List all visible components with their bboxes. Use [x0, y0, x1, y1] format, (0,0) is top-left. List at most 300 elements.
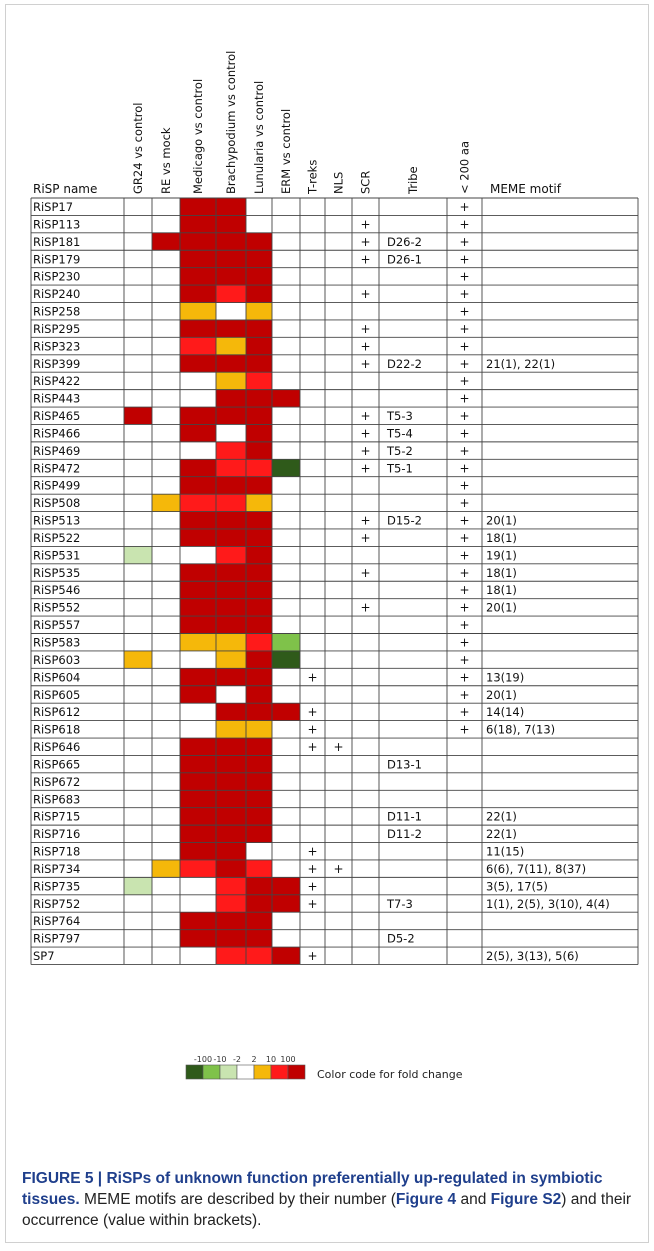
row-name: RiSP295: [33, 321, 81, 336]
cell-scr: +: [360, 356, 371, 371]
cell-meme: 20(1): [486, 513, 517, 528]
cell-meme: 20(1): [486, 687, 517, 702]
row-name: RiSP683: [33, 792, 81, 807]
cell-aa: +: [459, 391, 470, 406]
heat-cell: [216, 668, 246, 685]
legend-tick: 2: [251, 1055, 257, 1064]
row-name: RiSP499: [33, 478, 81, 493]
legend-swatch: [288, 1065, 305, 1079]
cell-aa: +: [459, 321, 470, 336]
heat-cell: [216, 634, 246, 651]
heat-cell: [216, 721, 246, 738]
caption-text-1: MEME motifs are described by their number (: [79, 1191, 396, 1208]
heat-cell: [216, 912, 246, 929]
heat-cell: [272, 703, 300, 720]
row-name: RiSP17: [33, 200, 74, 214]
cell-tribe: D13-1: [387, 757, 422, 772]
heat-cell: [246, 285, 272, 302]
heat-cell: [152, 860, 180, 877]
heat-cell: [180, 233, 216, 250]
heat-cell: [180, 459, 216, 476]
legend-swatch: [271, 1065, 288, 1079]
cell-meme: 11(15): [486, 844, 525, 859]
cell-aa: +: [459, 600, 470, 615]
heat-cell: [246, 634, 272, 651]
heat-cell: [180, 407, 216, 424]
cell-aa: +: [459, 687, 470, 702]
legend-tick: -10: [213, 1055, 227, 1064]
heat-cell: [216, 512, 246, 529]
cell-treks: +: [307, 670, 318, 685]
heat-cell: [152, 233, 180, 250]
heat-cell: [216, 703, 246, 720]
heat-cell: [216, 285, 246, 302]
heat-cell: [246, 721, 272, 738]
heat-cell: [246, 581, 272, 598]
legend-swatch: [203, 1065, 220, 1079]
cell-tribe: D22-2: [387, 356, 422, 371]
caption-label: FIGURE 5 |: [22, 1170, 107, 1187]
heat-cell: [246, 250, 272, 267]
heat-cell: [180, 616, 216, 633]
heat-cell: [246, 703, 272, 720]
heat-cell: [216, 895, 246, 912]
heat-cell: [180, 215, 216, 232]
heat-cell: [246, 755, 272, 772]
cell-treks: +: [307, 740, 318, 755]
row-name: RiSP443: [33, 391, 81, 406]
heat-cell: [246, 268, 272, 285]
cell-scr: +: [360, 252, 371, 267]
column-header-5: ERM vs control: [279, 108, 293, 194]
cell-aa: +: [459, 513, 470, 528]
heat-cell: [216, 355, 246, 372]
legend-swatch: [220, 1065, 237, 1079]
heat-cell: [246, 825, 272, 842]
heat-cell: [180, 355, 216, 372]
column-header-10: < 200 aa: [457, 141, 472, 194]
cell-meme: 2(5), 3(13), 5(6): [486, 949, 579, 964]
heat-cell: [216, 738, 246, 755]
row-name: RiSP535: [33, 565, 81, 580]
legend-tick: -100: [193, 1055, 213, 1064]
heat-cell: [180, 634, 216, 651]
row-name: RiSP665: [33, 757, 81, 772]
cell-meme: 22(1): [486, 827, 517, 842]
heat-cell: [216, 442, 246, 459]
cell-meme: 3(5), 17(5): [486, 879, 548, 894]
heat-cell: [246, 337, 272, 354]
cell-meme: 6(6), 7(11), 8(37): [486, 861, 587, 876]
heat-cell: [246, 773, 272, 790]
cell-scr: +: [360, 530, 371, 545]
heat-cell: [180, 790, 216, 807]
heat-cell: [216, 947, 246, 964]
cell-treks: +: [307, 722, 318, 737]
legend-swatch: [237, 1065, 254, 1079]
heat-cell: [216, 599, 246, 616]
column-header-7: NLS: [331, 171, 346, 194]
cell-scr: +: [360, 565, 371, 580]
heat-cell: [216, 407, 246, 424]
row-header: RiSP name: [33, 182, 98, 196]
column-header-1: RE vs mock: [159, 127, 173, 194]
cell-aa: +: [459, 339, 470, 354]
row-name: RiSP399: [33, 356, 81, 371]
heat-cell: [246, 947, 272, 964]
heat-cell: [216, 877, 246, 894]
cell-tribe: T5-3: [387, 409, 413, 424]
cell-treks: +: [307, 896, 318, 911]
heat-cell: [246, 790, 272, 807]
caption-text-2: and: [456, 1191, 491, 1208]
heat-cell: [216, 494, 246, 511]
heat-cell: [180, 581, 216, 598]
heat-cell: [216, 337, 246, 354]
cell-aa: +: [459, 217, 470, 232]
cell-scr: +: [360, 513, 371, 528]
cell-meme: 18(1): [486, 565, 517, 580]
row-name: RiSP469: [33, 443, 81, 458]
heat-cell: [272, 459, 300, 476]
cell-aa: +: [459, 443, 470, 458]
heat-cell: [180, 930, 216, 947]
heat-cell: [246, 564, 272, 581]
heat-cell: [272, 895, 300, 912]
heat-cell: [246, 233, 272, 250]
cell-treks: +: [307, 861, 318, 876]
heat-cell: [180, 268, 216, 285]
heat-cell: [216, 268, 246, 285]
cell-meme: 6(18), 7(13): [486, 722, 556, 737]
heatmap-table: [6, 5, 650, 1155]
row-name: RiSP718: [33, 844, 81, 859]
cell-aa: +: [459, 652, 470, 667]
cell-tribe: T7-3: [387, 896, 413, 911]
heat-cell: [246, 877, 272, 894]
heat-cell: [216, 790, 246, 807]
heat-cell: [180, 564, 216, 581]
row-name: RiSP323: [33, 339, 81, 354]
column-header-9: Tribe: [406, 166, 420, 194]
heat-cell: [246, 512, 272, 529]
heat-cell: [180, 320, 216, 337]
heat-cell: [246, 930, 272, 947]
heat-cell: [246, 442, 272, 459]
heat-cell: [216, 825, 246, 842]
cell-aa: +: [459, 496, 470, 511]
cell-meme: 18(1): [486, 530, 517, 545]
legend-swatch: [186, 1065, 203, 1079]
cell-aa: +: [459, 374, 470, 389]
row-name: RiSP240: [33, 287, 81, 302]
row-name: RiSP797: [33, 931, 81, 946]
cell-tribe: D26-1: [387, 252, 422, 267]
heat-cell: [180, 529, 216, 546]
heat-cell: [216, 459, 246, 476]
heat-cell: [216, 215, 246, 232]
column-header-0: GR24 vs control: [131, 102, 145, 194]
row-name: RiSP646: [33, 740, 81, 755]
row-name: RiSP715: [33, 809, 81, 824]
legend-tick: 100: [280, 1055, 296, 1064]
cell-tribe: D15-2: [387, 513, 422, 528]
cell-nls: +: [333, 740, 344, 755]
heat-cell: [246, 355, 272, 372]
cell-treks: +: [307, 844, 318, 859]
cell-aa: +: [459, 670, 470, 685]
column-header-6: T-reks: [305, 159, 320, 194]
row-name: RiSP716: [33, 827, 81, 842]
legend-tick: 10: [265, 1055, 277, 1064]
heat-cell: [216, 529, 246, 546]
heat-cell: [272, 947, 300, 964]
legend-label: Color code for fold change: [317, 1068, 463, 1081]
legend-tick: -2: [233, 1055, 241, 1064]
cell-meme: 21(1), 22(1): [486, 356, 556, 371]
row-name: RiSP557: [33, 618, 81, 633]
column-header-meme: MEME motif: [490, 182, 561, 196]
cell-scr: +: [360, 443, 371, 458]
heat-cell: [180, 477, 216, 494]
cell-meme: 13(19): [486, 670, 525, 685]
heat-cell: [180, 198, 216, 215]
column-header-2: Medicago vs control: [191, 78, 205, 194]
cell-tribe: D11-1: [387, 809, 422, 824]
heat-cell: [180, 303, 216, 320]
heat-cell: [246, 390, 272, 407]
row-name: RiSP603: [33, 652, 81, 667]
cell-aa: +: [459, 461, 470, 476]
heat-cell: [180, 738, 216, 755]
row-name: RiSP618: [33, 722, 81, 737]
cell-treks: +: [307, 705, 318, 720]
row-name: RiSP552: [33, 600, 81, 615]
row-name: RiSP583: [33, 635, 81, 650]
caption-title: RiSPs of unknown function preferentially up-regulated in symbiotic tissues.: [22, 1170, 603, 1208]
heat-cell: [124, 651, 152, 668]
cell-meme: 18(1): [486, 583, 517, 598]
legend-swatch: [254, 1065, 271, 1079]
cell-scr: +: [360, 321, 371, 336]
heat-cell: [180, 285, 216, 302]
heat-cell: [246, 616, 272, 633]
cell-aa: +: [459, 269, 470, 284]
heat-cell: [180, 825, 216, 842]
heat-cell: [246, 529, 272, 546]
heat-cell: [216, 651, 246, 668]
cell-scr: +: [360, 409, 371, 424]
heat-cell: [180, 773, 216, 790]
heat-cell: [216, 564, 246, 581]
heat-cell: [216, 843, 246, 860]
heat-cell: [216, 372, 246, 389]
heat-cell: [216, 773, 246, 790]
heat-cell: [180, 843, 216, 860]
heat-cell: [246, 686, 272, 703]
heat-cell: [246, 808, 272, 825]
heat-cell: [216, 198, 246, 215]
heat-cell: [272, 651, 300, 668]
heat-cell: [124, 546, 152, 563]
row-name: RiSP472: [33, 461, 81, 476]
heat-cell: [216, 477, 246, 494]
cell-aa: +: [459, 409, 470, 424]
cell-aa: +: [459, 252, 470, 267]
heat-cell: [246, 668, 272, 685]
heat-cell: [180, 755, 216, 772]
heat-cell: [216, 755, 246, 772]
heat-cell: [216, 233, 246, 250]
cell-aa: +: [459, 635, 470, 650]
heat-cell: [246, 895, 272, 912]
row-name: RiSP508: [33, 496, 81, 511]
heat-cell: [124, 877, 152, 894]
row-name: RiSP513: [33, 513, 81, 528]
heat-cell: [272, 634, 300, 651]
cell-aa: +: [459, 304, 470, 319]
heat-cell: [180, 337, 216, 354]
figure-frame: [5, 4, 649, 1243]
heat-cell: [246, 372, 272, 389]
figure-caption: [22, 1168, 642, 1231]
row-name: RiSP612: [33, 705, 81, 720]
heat-cell: [246, 860, 272, 877]
heat-cell: [246, 599, 272, 616]
cell-aa: +: [459, 530, 470, 545]
cell-scr: +: [360, 600, 371, 615]
row-name: RiSP734: [33, 861, 81, 876]
column-header-8: SCR: [358, 170, 373, 194]
heat-cell: [180, 512, 216, 529]
heat-cell: [246, 424, 272, 441]
cell-nls: +: [333, 861, 344, 876]
cell-scr: +: [360, 217, 371, 232]
row-name: RiSP422: [33, 374, 81, 389]
cell-scr: +: [360, 287, 371, 302]
column-header-3: Brachypodium vs control: [224, 50, 238, 194]
row-name: RiSP604: [33, 670, 81, 685]
heat-cell: [216, 930, 246, 947]
cell-tribe: D5-2: [387, 931, 415, 946]
cell-aa: +: [459, 722, 470, 737]
caption-ref-figure4[interactable]: Figure 4: [395, 1191, 457, 1208]
heat-cell: [216, 390, 246, 407]
cell-scr: +: [360, 461, 371, 476]
row-name: RiSP230: [33, 269, 81, 284]
heat-cell: [246, 738, 272, 755]
cell-tribe: D11-2: [387, 827, 422, 842]
cell-scr: +: [360, 426, 371, 441]
heat-cell: [246, 546, 272, 563]
cell-aa: +: [459, 565, 470, 580]
heat-cell: [246, 407, 272, 424]
cell-aa: +: [459, 356, 470, 371]
heat-cell: [216, 808, 246, 825]
heat-cell: [272, 390, 300, 407]
cell-aa: +: [459, 234, 470, 249]
cell-aa: +: [459, 478, 470, 493]
heat-cell: [180, 686, 216, 703]
column-header-4: Lunularia vs control: [252, 80, 266, 194]
caption-text-3: ) and their occurrence (value within brackets).: [22, 1191, 632, 1229]
heat-cell: [246, 303, 272, 320]
row-name: RiSP465: [33, 409, 81, 424]
cell-aa: +: [459, 618, 470, 633]
cell-tribe: T5-2: [387, 443, 413, 458]
row-name: RiSP605: [33, 687, 81, 702]
row-name: RiSP752: [33, 896, 81, 911]
cell-meme: 22(1): [486, 809, 517, 824]
row-name: RiSP466: [33, 426, 81, 441]
cell-aa: +: [459, 287, 470, 302]
row-name: RiSP735: [33, 879, 81, 894]
heat-cell: [216, 860, 246, 877]
heat-cell: [216, 616, 246, 633]
row-name: RiSP179: [33, 252, 81, 267]
heat-cell: [246, 651, 272, 668]
row-name: SP7: [33, 949, 55, 964]
cell-meme: 14(14): [486, 705, 525, 720]
cell-aa: +: [459, 426, 470, 441]
heat-cell: [246, 494, 272, 511]
row-name: RiSP546: [33, 583, 81, 598]
heat-cell: [180, 808, 216, 825]
cell-tribe: T5-4: [387, 426, 413, 441]
heat-cell: [180, 860, 216, 877]
cell-tribe: D26-2: [387, 234, 422, 249]
cell-aa: +: [459, 705, 470, 720]
heat-cell: [152, 494, 180, 511]
heat-cell: [180, 599, 216, 616]
row-name: RiSP764: [33, 914, 81, 929]
caption-ref-figureS2[interactable]: Figure S2: [490, 1191, 562, 1208]
cell-scr: +: [360, 339, 371, 354]
heat-cell: [246, 459, 272, 476]
cell-meme: 1(1), 2(5), 3(10), 4(4): [486, 896, 610, 911]
row-name: RiSP181: [33, 234, 81, 249]
heat-cell: [216, 320, 246, 337]
heat-cell: [180, 494, 216, 511]
heat-cell: [216, 581, 246, 598]
heat-cell: [180, 668, 216, 685]
heat-cell: [272, 877, 300, 894]
cell-meme: 19(1): [486, 548, 517, 563]
heat-cell: [216, 546, 246, 563]
cell-meme: 20(1): [486, 600, 517, 615]
cell-tribe: T5-1: [387, 461, 413, 476]
heat-cell: [124, 407, 152, 424]
cell-treks: +: [307, 879, 318, 894]
heat-cell: [180, 250, 216, 267]
row-name: RiSP531: [33, 548, 81, 563]
heat-cell: [180, 424, 216, 441]
row-name: RiSP672: [33, 774, 81, 789]
cell-scr: +: [360, 234, 371, 249]
row-name: RiSP113: [33, 217, 81, 232]
row-name: RiSP258: [33, 304, 81, 319]
heat-cell: [216, 250, 246, 267]
heat-cell: [180, 912, 216, 929]
cell-aa: +: [459, 583, 470, 598]
cell-aa: +: [459, 200, 470, 214]
row-name: RiSP522: [33, 530, 81, 545]
cell-aa: +: [459, 548, 470, 563]
heat-cell: [246, 320, 272, 337]
heat-cell: [246, 912, 272, 929]
heat-cell: [246, 477, 272, 494]
cell-treks: +: [307, 949, 318, 964]
